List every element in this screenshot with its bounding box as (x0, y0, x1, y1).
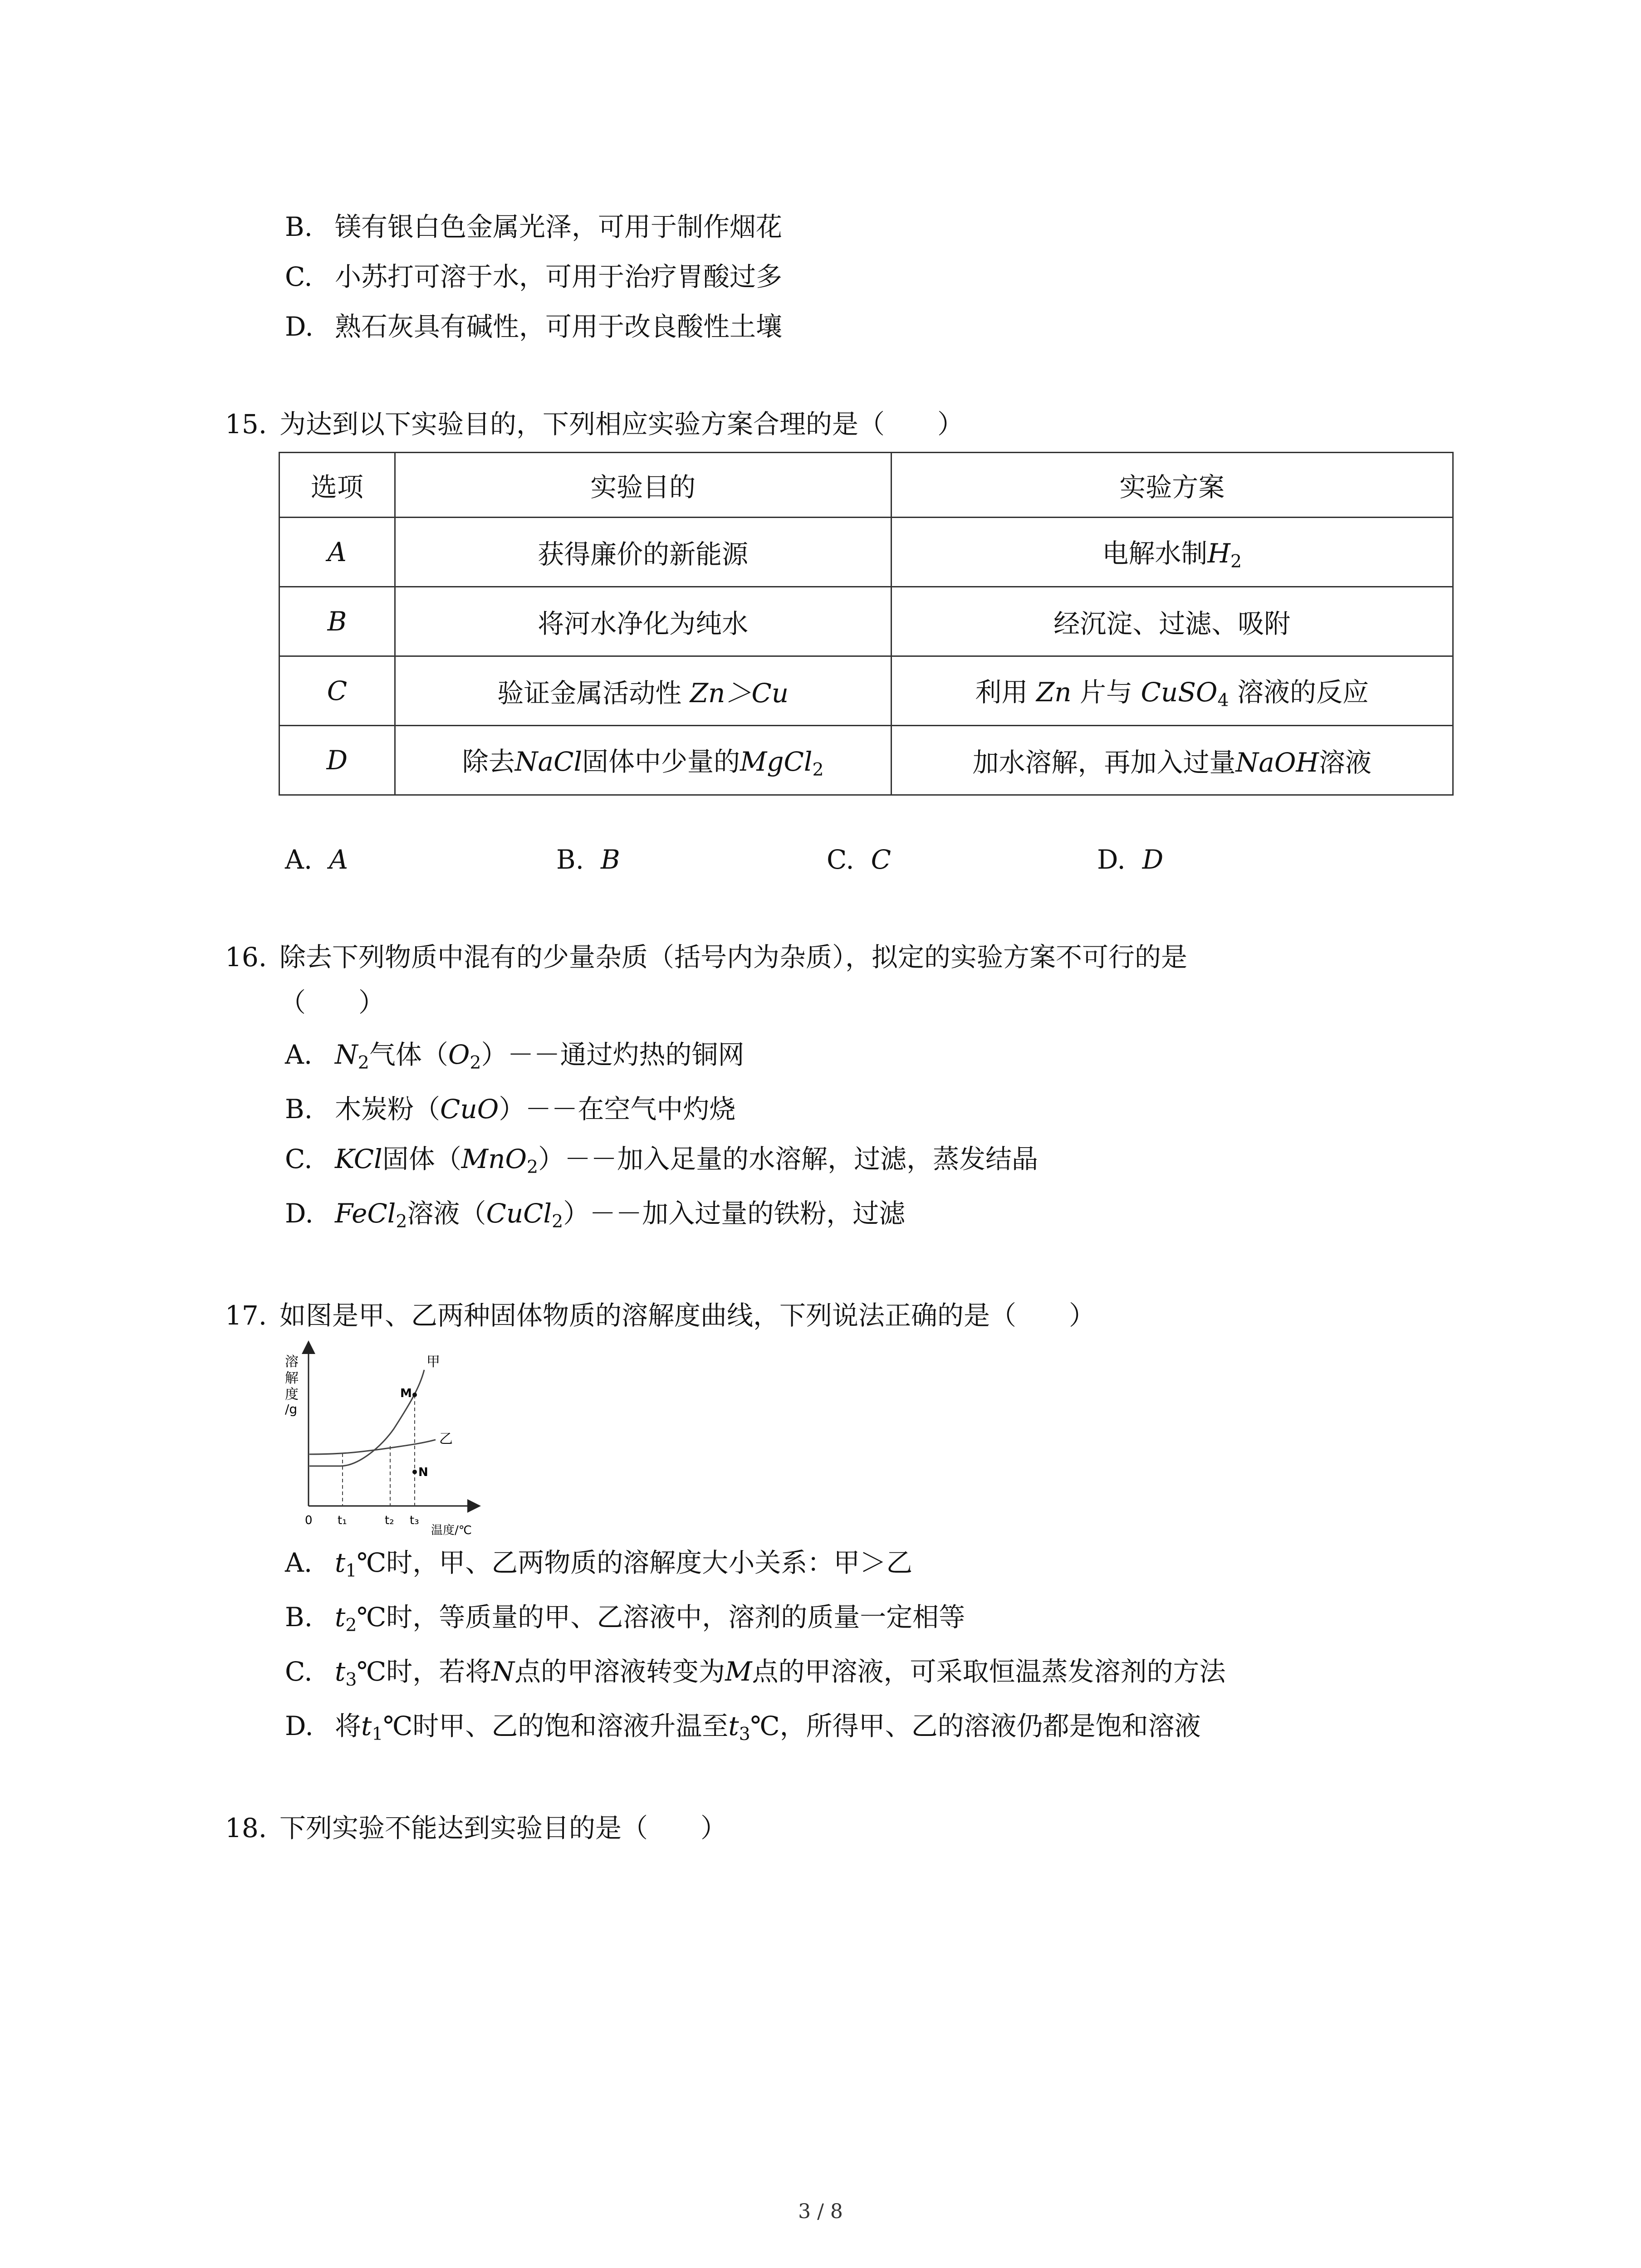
row-plan: 加水溶解，再加入过量NaOH溶液 (891, 726, 1453, 795)
q16-option-b: B. 木炭粉（CuO）－－在空气中灼烧 (285, 1094, 736, 1124)
q15-answer-a: A. A (285, 844, 348, 875)
point-n-label: N (418, 1466, 428, 1479)
q17-option-b: B. $t_2℃$时，等质量的甲、乙溶液中，溶剂的质量一定相等 (285, 1602, 965, 1636)
q16-option-d: D. FeCl$_2$溶液（CuCl$_2$）－－加入过量的铁粉，过滤 (285, 1198, 906, 1232)
row-option: A (327, 537, 347, 567)
point-n (412, 1470, 417, 1474)
q16-option-c: C. KCl固体（MnO$_2$）－－加入足量的水溶解，过滤，蒸发结晶 (285, 1144, 1038, 1178)
row-plan: 电解水制$H_2$ (891, 518, 1453, 587)
row-plan: 经沉淀、过滤、吸附 (891, 587, 1453, 656)
row-option: C (327, 675, 348, 706)
q15-table (279, 452, 1454, 796)
row-plan: 利用 Zn 片与 CuSO$_4$ 溶液的反应 (891, 656, 1453, 726)
q14-option-c: C. 小苏打可溶于水，可用于治疗胃酸过多 (285, 261, 783, 292)
q17-option-c: C. $t_3℃$时，若将N点的甲溶液转变为M点的甲溶液，可采取恒温蒸发溶剂的方法 (285, 1656, 1226, 1691)
q17-option-a: A. $t_1℃$时，甲、乙两物质的溶解度大小关系：甲＞乙 (285, 1547, 913, 1582)
q14-option-b: B. 镁有银白色金属光泽，可用于制作烟花 (285, 211, 783, 242)
xlabel: 温度/℃ (431, 1524, 472, 1537)
q17-option-d: D. 将$t_1℃$时甲、乙的饱和溶液升温至$t_3℃$，所得甲、乙的溶液仍都是饱和溶液 (285, 1711, 1201, 1745)
page-number: 3 / 8 (798, 2200, 843, 2223)
q16-stem-cont: （ ） (279, 987, 385, 1018)
row-goal: 将河水净化为纯水 (395, 587, 891, 656)
q15-stem: 15. 为达到以下实验目的，下列相应实验方案合理的是（ ） (225, 409, 964, 440)
ylabel-2: 解 (285, 1370, 299, 1386)
q16-stem: 16. 除去下列物质中混有的少量杂质（括号内为杂质），拟定的实验方案不可行的是 (225, 942, 1188, 973)
q15-answer-b: B. B (556, 844, 620, 875)
q15-answer-d: D. D (1097, 844, 1164, 875)
row-option: B (327, 606, 347, 637)
solubility-chart (272, 1338, 490, 1538)
table-header-row (279, 453, 1453, 518)
x-tick-t3: t₃ (410, 1514, 419, 1527)
q17-stem: 17. 如图是甲、乙两种固体物质的溶解度曲线，下列说法正确的是（ ） (225, 1300, 1096, 1331)
origin-label: 0 (305, 1514, 313, 1527)
x-tick-t2: t₂ (385, 1514, 394, 1527)
point-m-label: M (400, 1387, 412, 1400)
row-goal: 验证金属活动性 Zn＞Cu (395, 656, 891, 726)
row-goal: 除去NaCl固体中少量的MgCl$_2$ (395, 726, 891, 795)
row-goal: 获得廉价的新能源 (395, 518, 891, 587)
ylabel-3: 度 (285, 1387, 299, 1403)
ylabel-1: 溶 (285, 1354, 299, 1370)
series-jia-label: 甲 (426, 1354, 440, 1370)
table-row (279, 726, 1453, 795)
q15-answer-c: C. C (827, 844, 892, 875)
table-row (279, 656, 1453, 726)
row-option: D (326, 745, 348, 776)
header-option: 选项 (279, 453, 395, 518)
q16-option-a: A. $N_2$气体$(O_2)--$通过灼热的铜网 (285, 1039, 745, 1074)
header-goal: 实验目的 (395, 453, 891, 518)
q18-stem: 18. 下列实验不能达到实验目的是（ ） (225, 1813, 727, 1843)
x-tick-t1: t₁ (338, 1514, 347, 1527)
ylabel-4: /g (285, 1402, 298, 1417)
point-m (412, 1393, 417, 1397)
header-plan: 实验方案 (891, 453, 1453, 518)
series-yi-label: 乙 (439, 1431, 453, 1447)
table-row (279, 518, 1453, 587)
table-row (279, 587, 1453, 656)
q14-option-d: D. 熟石灰具有碱性，可用于改良酸性土壤 (285, 311, 783, 342)
